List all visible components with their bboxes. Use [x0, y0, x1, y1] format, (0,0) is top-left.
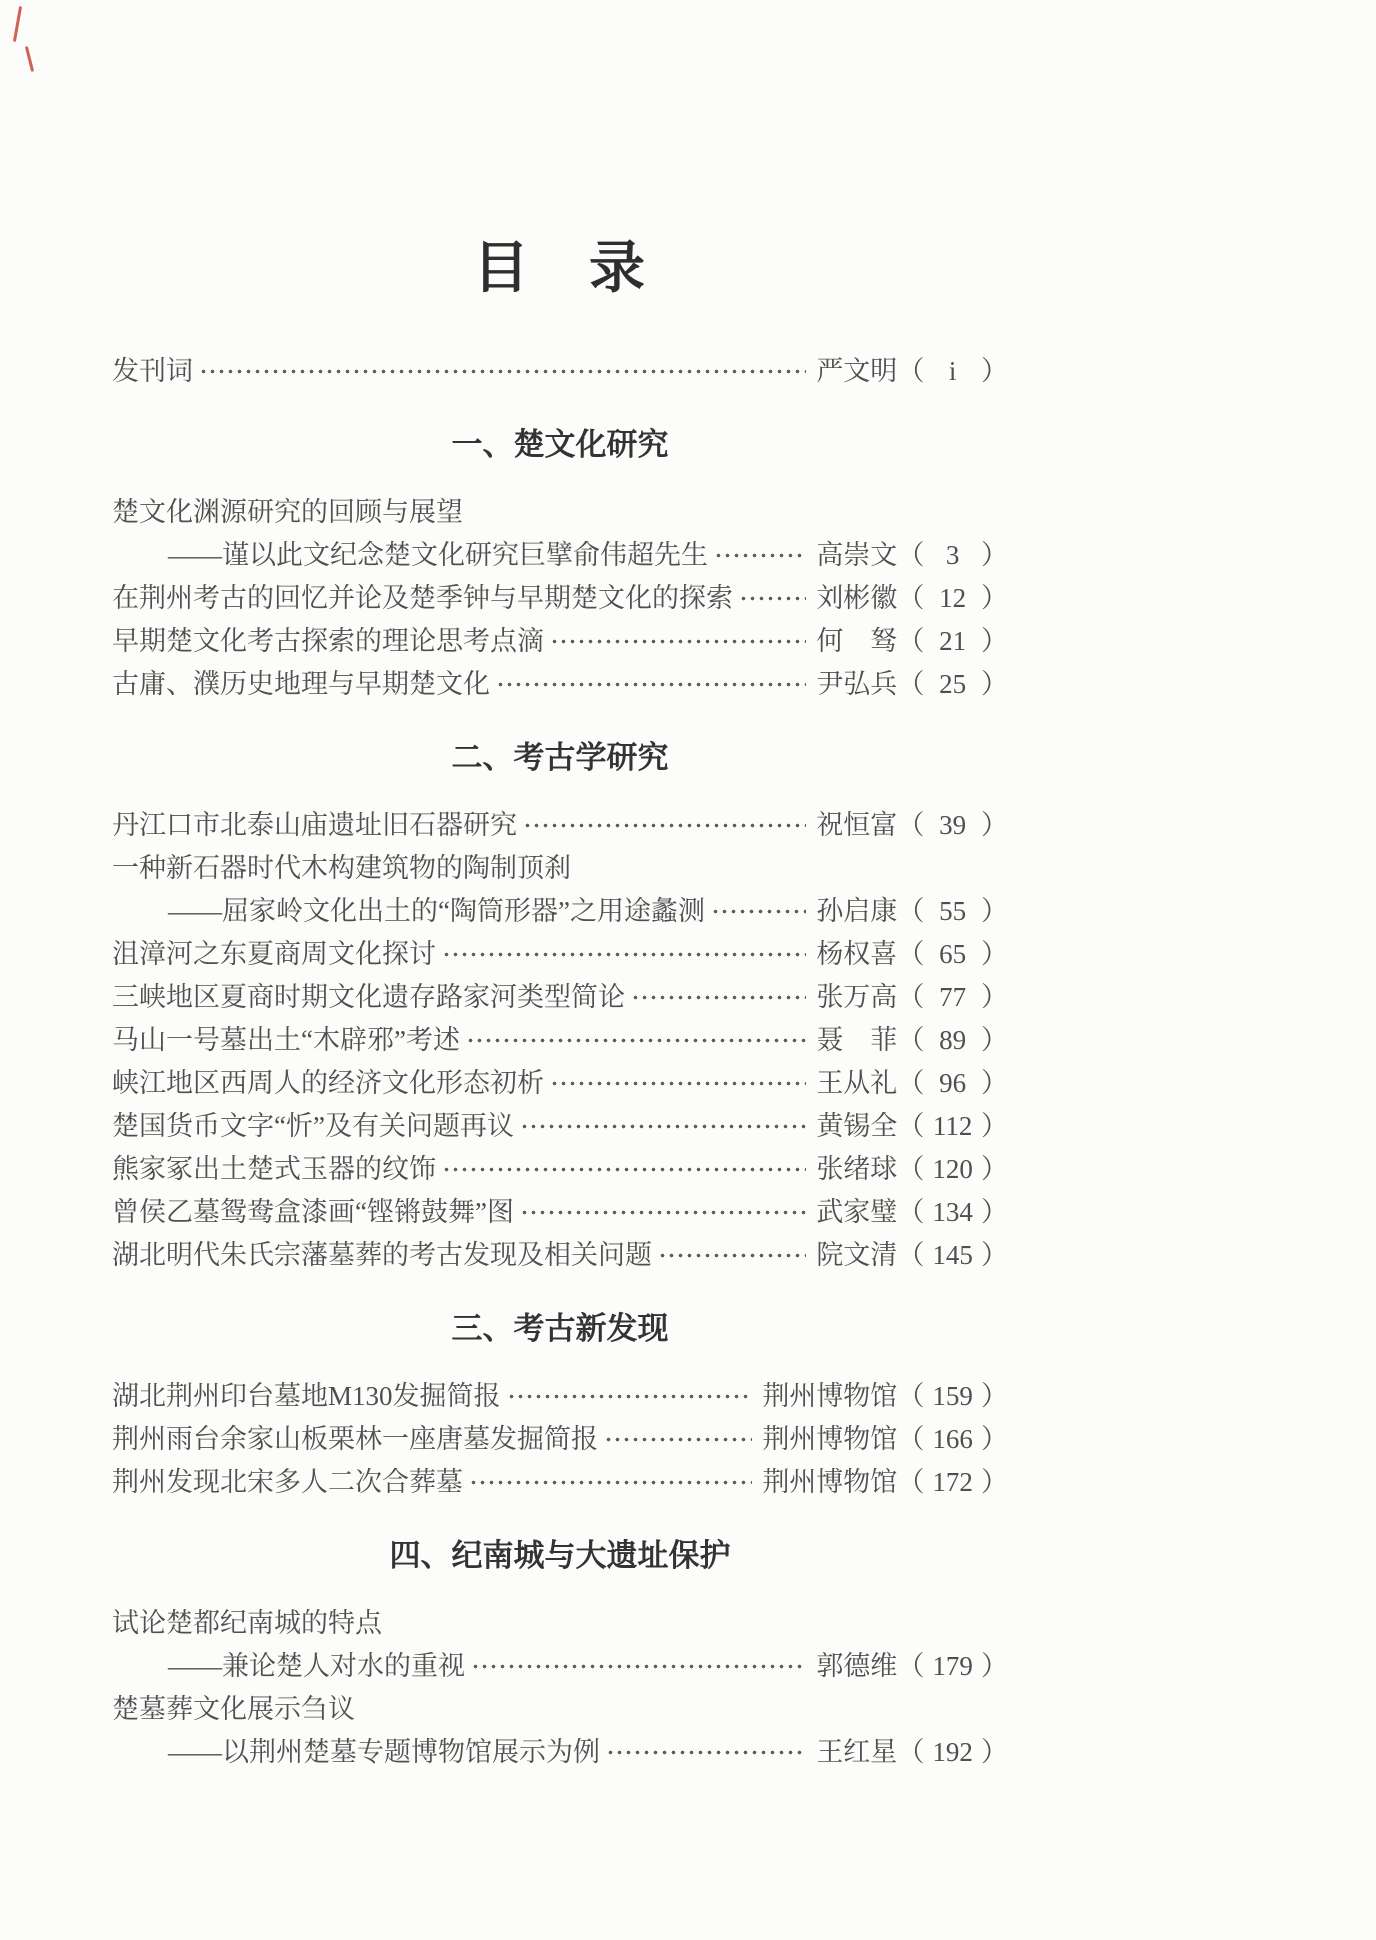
- entry-page-number: 134: [932, 1197, 973, 1227]
- entry-page-number: 21: [939, 626, 967, 656]
- entry-page-number: 145: [932, 1240, 973, 1270]
- entry-author: 张绪球: [816, 1154, 898, 1184]
- paren-open: （: [897, 1381, 925, 1411]
- paren-close: ）: [981, 540, 1008, 570]
- paren-close: ）: [981, 982, 1008, 1012]
- paren-close: ）: [981, 939, 1008, 969]
- entry-author-page: [816, 976, 1008, 1019]
- toc-entry-row: [112, 1731, 1008, 1774]
- toc-entry-row: [112, 577, 1008, 620]
- paren-open: （: [897, 1154, 925, 1184]
- entry-text: 湖北明代朱氏宗藩墓葬的考古发现及相关问题: [112, 1240, 652, 1270]
- entry-page-number: 192: [932, 1737, 973, 1767]
- entry-author: 何 驽: [816, 626, 898, 656]
- entry-text: 马山一号墓出土“木辟邪”考述: [112, 1025, 460, 1055]
- toc-entry-row: [112, 663, 1008, 706]
- entry-text: ——以荆州楚墓专题博物馆展示为例: [168, 1737, 600, 1767]
- paren-open: （: [897, 1467, 925, 1497]
- paren-close: ）: [981, 626, 1008, 656]
- entry-page-number: 159: [932, 1381, 973, 1411]
- paren-close: ）: [981, 1737, 1008, 1767]
- entry-text: 熊家冢出土楚式玉器的纹饰: [112, 1154, 436, 1184]
- entry-author: 高崇文: [816, 540, 898, 570]
- toc-body: [112, 350, 1008, 1774]
- entry-text: 楚国货币文字“忻”及有关问题再议: [112, 1111, 514, 1141]
- toc-entry-row: [112, 933, 1008, 976]
- entry-author-page: [816, 534, 1008, 577]
- entry-text: 荆州发现北宋多人二次合葬墓: [112, 1467, 463, 1497]
- dot-leader: [466, 1027, 806, 1054]
- paren-open: （: [897, 1737, 925, 1767]
- entry-author-page: [816, 577, 1008, 620]
- toc-entry-row: [112, 1375, 1008, 1418]
- entry-author: 王从礼: [816, 1068, 898, 1098]
- entry-author: 聂 菲: [816, 1025, 898, 1055]
- entry-author: 院文清: [816, 1240, 898, 1270]
- entry-author-page: [816, 890, 1008, 933]
- entry-author: 荆州博物馆: [762, 1424, 898, 1454]
- dot-leader: [711, 898, 806, 925]
- dot-leader: [496, 671, 806, 698]
- dot-leader: [507, 1383, 753, 1410]
- entry-author: 荆州博物馆: [762, 1381, 898, 1411]
- entry-text: 发刊词: [112, 356, 193, 386]
- paren-close: ）: [981, 1240, 1008, 1270]
- toc-entry-row: [112, 1019, 1008, 1062]
- entry-author-page: [762, 1375, 1008, 1418]
- dot-leader: [469, 1469, 752, 1496]
- entry-author-page: [816, 1234, 1008, 1277]
- entry-page-number: 166: [932, 1424, 973, 1454]
- dot-leader: [520, 1113, 806, 1140]
- paren-close: ）: [981, 356, 1008, 386]
- entry-text: 丹江口市北泰山庙遗址旧石器研究: [112, 810, 517, 840]
- paren-open: （: [897, 626, 925, 656]
- paren-close: ）: [981, 1025, 1008, 1055]
- entry-author: 杨权喜: [816, 939, 898, 969]
- entry-page-number: 172: [932, 1467, 973, 1497]
- entry-author: 王红星: [816, 1737, 898, 1767]
- entry-author: 武家璧: [816, 1197, 898, 1227]
- entry-author-page: [816, 1062, 1008, 1105]
- entry-page-number: 12: [939, 583, 967, 613]
- toc-entry-row: [112, 1062, 1008, 1105]
- entry-page-number: 39: [939, 810, 967, 840]
- paren-close: ）: [981, 669, 1008, 699]
- dot-leader: [199, 358, 806, 385]
- paren-open: （: [897, 1197, 925, 1227]
- entry-page-number: 96: [939, 1068, 967, 1098]
- entry-author: 尹弘兵: [816, 669, 898, 699]
- toc-content: [112, 224, 1008, 1774]
- dot-leader: [442, 1156, 806, 1183]
- paren-close: ）: [981, 810, 1008, 840]
- toc-entry-row: [112, 976, 1008, 1019]
- paren-close: ）: [981, 896, 1008, 926]
- section-heading: 一、楚文化研究: [451, 427, 669, 462]
- dot-leader: [520, 1199, 806, 1226]
- entry-author-page: [762, 1461, 1008, 1504]
- paren-open: （: [897, 1424, 925, 1454]
- entry-author-page: [816, 350, 1008, 393]
- toc-entry-row: [112, 804, 1008, 847]
- section-heading: 三、考古新发现: [451, 1311, 669, 1346]
- paren-close: ）: [981, 1111, 1008, 1141]
- entry-author-page: [816, 933, 1008, 976]
- entry-page-number: i: [948, 356, 957, 386]
- paren-open: （: [897, 583, 925, 613]
- section-heading: 二、考古学研究: [451, 740, 669, 775]
- entry-text: ——谨以此文纪念楚文化研究巨擘俞伟超先生: [168, 540, 708, 570]
- paren-close: ）: [981, 1154, 1008, 1184]
- entry-page-number: 112: [932, 1111, 973, 1141]
- toc-entry-row: [112, 1234, 1008, 1277]
- dot-leader: [714, 542, 806, 569]
- entry-author-page: [762, 1418, 1008, 1461]
- red-scan-artifact: [13, 6, 22, 42]
- entry-page-number: 77: [939, 982, 967, 1012]
- entry-text: 峡江地区西周人的经济文化形态初析: [112, 1068, 544, 1098]
- entry-title-line: 楚文化渊源研究的回顾与展望: [112, 497, 463, 527]
- red-scan-artifact: [25, 46, 34, 72]
- entry-author-page: [816, 1191, 1008, 1234]
- paren-open: （: [897, 982, 925, 1012]
- entry-text: 早期楚文化考古探索的理论思考点滴: [112, 626, 544, 656]
- toc-entry-row: [112, 890, 1008, 933]
- paren-open: （: [897, 1651, 925, 1681]
- toc-entry-row: [112, 1148, 1008, 1191]
- entry-page-number: 55: [939, 896, 967, 926]
- entry-page-number: 3: [945, 540, 960, 570]
- paren-close: ）: [981, 1467, 1008, 1497]
- toc-entry-row: [112, 350, 1008, 393]
- dot-leader: [442, 941, 806, 968]
- paren-close: ）: [981, 1197, 1008, 1227]
- entry-author: 黄锡全: [816, 1111, 898, 1141]
- dot-leader: [606, 1739, 806, 1766]
- entry-author: 严文明: [816, 356, 898, 386]
- entry-text: 沮漳河之东夏商周文化探讨: [112, 939, 436, 969]
- toc-entry-row: [112, 534, 1008, 577]
- dot-leader: [739, 585, 806, 612]
- toc-entry-row: [112, 1191, 1008, 1234]
- entry-author: 刘彬徽: [816, 583, 898, 613]
- entry-page-number: 120: [932, 1154, 973, 1184]
- entry-author-page: [816, 1105, 1008, 1148]
- dot-leader: [631, 984, 806, 1011]
- entry-author-page: [816, 1731, 1008, 1774]
- entry-title-line: 试论楚都纪南城的特点: [112, 1608, 382, 1638]
- page-title: 目 录: [473, 238, 647, 300]
- dot-leader: [550, 628, 806, 655]
- entry-text: 荆州雨台余家山板栗林一座唐墓发掘简报: [112, 1424, 598, 1454]
- toc-entry-row: [112, 620, 1008, 663]
- entry-text: ——屈家岭文化出土的“陶筒形器”之用途蠡测: [168, 896, 705, 926]
- paren-close: ）: [981, 583, 1008, 613]
- paren-close: ）: [981, 1424, 1008, 1454]
- paren-open: （: [897, 540, 925, 570]
- dot-leader: [523, 812, 806, 839]
- entry-text: ——兼论楚人对水的重视: [168, 1651, 465, 1681]
- entry-author-page: [816, 663, 1008, 706]
- entry-author-page: [816, 1019, 1008, 1062]
- entry-text: 曾侯乙墓鸳鸯盒漆画“铿锵鼓舞”图: [112, 1197, 514, 1227]
- paren-open: （: [897, 1240, 925, 1270]
- entry-title-line: 一种新石器时代木构建筑物的陶制顶刹: [112, 853, 571, 883]
- paren-close: ）: [981, 1651, 1008, 1681]
- dot-leader: [550, 1070, 806, 1097]
- toc-entry-row: [112, 1645, 1008, 1688]
- entry-page-number: 65: [939, 939, 967, 969]
- toc-entry-row: [112, 1418, 1008, 1461]
- paren-open: （: [897, 1111, 925, 1141]
- paren-open: （: [897, 669, 925, 699]
- entry-author: 孙启康: [816, 896, 898, 926]
- entry-text: 古庸、濮历史地理与早期楚文化: [112, 669, 490, 699]
- paren-open: （: [897, 810, 925, 840]
- section-heading: 四、纪南城与大遗址保护: [389, 1538, 731, 1573]
- paren-open: （: [897, 896, 925, 926]
- toc-entry-row: [112, 1461, 1008, 1504]
- entry-page-number: 25: [939, 669, 967, 699]
- paren-open: （: [897, 1068, 925, 1098]
- dot-leader: [471, 1653, 806, 1680]
- entry-text: 在荆州考古的回忆并论及楚季钟与早期楚文化的探索: [112, 583, 733, 613]
- entry-page-number: 89: [939, 1025, 967, 1055]
- entry-author-page: [816, 804, 1008, 847]
- entry-author-page: [816, 1645, 1008, 1688]
- entry-author-page: [816, 1148, 1008, 1191]
- dot-leader: [658, 1242, 806, 1269]
- paren-open: （: [897, 356, 925, 386]
- entry-text: 湖北荆州印台墓地M130发掘简报: [112, 1381, 501, 1411]
- entry-page-number: 179: [932, 1651, 973, 1681]
- entry-text: 三峡地区夏商时期文化遗存路家河类型简论: [112, 982, 625, 1012]
- entry-author: 郭德维: [816, 1651, 898, 1681]
- paren-open: （: [897, 1025, 925, 1055]
- paren-close: ）: [981, 1381, 1008, 1411]
- entry-title-line: 楚墓葬文化展示刍议: [112, 1694, 355, 1724]
- dot-leader: [604, 1426, 752, 1453]
- entry-author: 荆州博物馆: [762, 1467, 898, 1497]
- entry-author: 张万高: [816, 982, 898, 1012]
- entry-author-page: [816, 620, 1008, 663]
- paren-close: ）: [981, 1068, 1008, 1098]
- paren-open: （: [897, 939, 925, 969]
- entry-author: 祝恒富: [816, 810, 898, 840]
- toc-entry-row: [112, 1105, 1008, 1148]
